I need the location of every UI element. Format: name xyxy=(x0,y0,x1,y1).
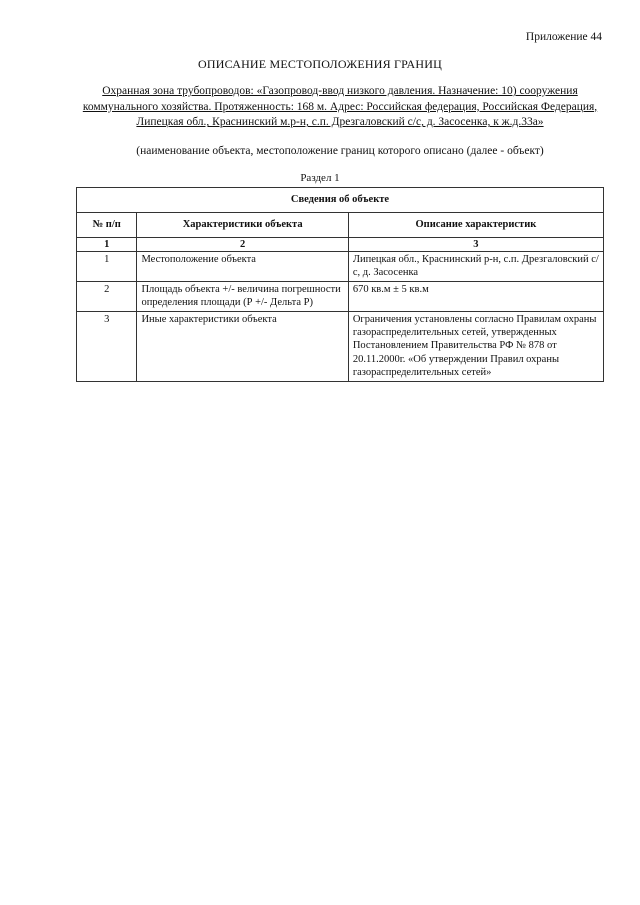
row-description: Ограничения установлены согласно Правилам охраны газораспределительных сетей, утвержденных Постановлением Правительства РФ № 878 от 20.11.2000г. «Об утверждении Правил охраны газораспределительных сетей» xyxy=(348,311,603,381)
column-header-description: Описание характеристик xyxy=(348,213,603,238)
table-row xyxy=(77,311,604,381)
object-caption: (наименование объекта, местоположение границ которого описано (далее - объект) xyxy=(136,145,544,157)
column-number: 2 xyxy=(137,238,348,252)
column-number-row xyxy=(77,238,604,252)
row-characteristic: Иные характеристики объекта xyxy=(137,311,348,381)
row-characteristic: Местоположение объекта xyxy=(137,252,348,282)
appendix-label: Приложение 44 xyxy=(525,31,602,43)
object-info-table xyxy=(76,187,604,382)
object-description: Охранная зона трубопроводов: «Газопровод-ввод низкого давления. Назначение: 10) сооружения коммунального хозяйства. Протяженность: 168 м. Адрес: Российская федерация, Российская Федерация, Липецкая обл., Краснинский м.р-н, с.п. Дрезгаловский с/с, д. Засосенка, к ж.д.33а» xyxy=(82,85,598,129)
table-row xyxy=(77,252,604,282)
table-title: Сведения об объекте xyxy=(77,188,604,213)
table-header-row xyxy=(77,213,604,238)
row-description: Липецкая обл., Краснинский р-н, с.п. Дрезгаловский с/с, д. Засосенка xyxy=(348,252,603,282)
table-title-row xyxy=(77,188,604,213)
column-header-characteristic: Характеристики объекта xyxy=(137,213,348,238)
table-row xyxy=(77,281,604,311)
column-number: 1 xyxy=(77,238,137,252)
document-title: ОПИСАНИЕ МЕСТОПОЛОЖЕНИЯ ГРАНИЦ xyxy=(198,57,442,71)
row-description: 670 кв.м ± 5 кв.м xyxy=(348,281,603,311)
row-number: 1 xyxy=(77,252,137,282)
column-header-number: № п/п xyxy=(77,213,137,238)
row-number: 3 xyxy=(77,311,137,381)
row-characteristic: Площадь объекта +/- величина погрешности определения площади (Р +/- Дельта Р) xyxy=(137,281,348,311)
column-number: 3 xyxy=(348,238,603,252)
row-number: 2 xyxy=(77,281,137,311)
section-title: Раздел 1 xyxy=(300,172,340,184)
